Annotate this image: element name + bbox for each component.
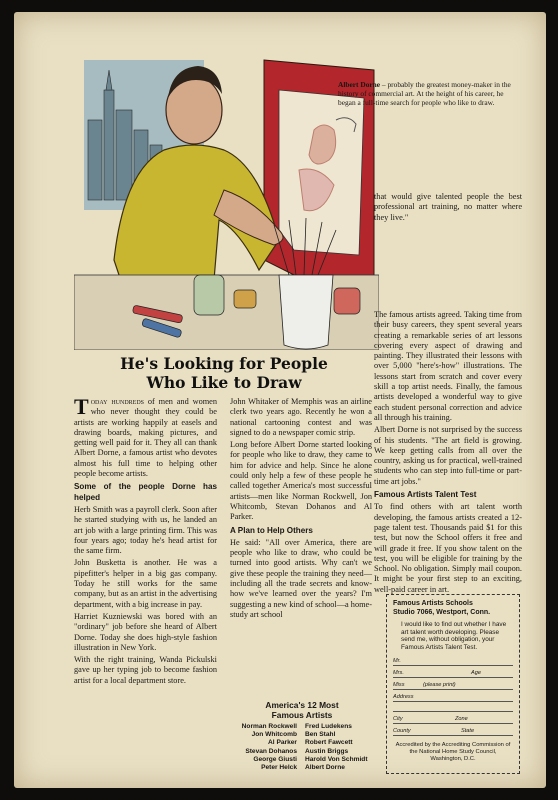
coupon-field-mrs[interactable]: Mrs. Age xyxy=(393,666,513,678)
paragraph: Harriet Kuzniewski was bored with an "ordinary" job before she heard of Albert Dorne. Today she does high-style fashion illustration in New York. xyxy=(74,611,217,652)
artist-name: Ben Stahl xyxy=(305,731,336,739)
coupon-header: Famous Artists Schools Studio 7066, Westport, Conn. xyxy=(393,600,491,616)
artist-name: Austin Briggs xyxy=(305,747,349,755)
headline xyxy=(74,354,374,392)
headline-line-1: He's Looking for People xyxy=(120,354,328,373)
paragraph: Long before Albert Dorne started looking for people who like to draw, they came to him for advice and help. Since he alone could only help a few of these people he called together America's most successful artists—men like Norman Rockwell, Jon Whitcomb, Stevan Dohanos and Al Parker. xyxy=(230,440,372,522)
paragraph: John Whitaker of Memphis was an airline clerk two years ago. Recently he won a national cartooning contest and was signed to do a newspaper comic strip. xyxy=(230,397,372,437)
mail-coupon[interactable] xyxy=(386,594,520,774)
coupon-field-city[interactable]: City Zone xyxy=(393,712,513,724)
artist-name: Peter Helck xyxy=(261,764,297,772)
coupon-field-address[interactable]: Address xyxy=(393,690,513,702)
paragraph: Herb Smith was a payroll clerk. Soon after he started studying with us, he landed an art job with a large printing firm. This was four years ago; today he's head artist for the same firm. xyxy=(74,504,217,556)
artist-name: George Giusti xyxy=(253,755,297,763)
subheading-people-helped: Some of the people Dorne has helped xyxy=(74,482,217,502)
caption-text: – probably the greatest money-maker in the history of commercial art. At the height of his career, he began a full-time search for people who like to draw. xyxy=(338,80,511,107)
intro-paragraph: Today hundreds of men and women who never thought they could be artists are working happily at easels and drawing boards, making pictures, and getting well paid for it. They all can thank Albert Dorne, a famous artist who devotes almost his full time to helping other people become artists. xyxy=(74,394,217,479)
drop-cap: T xyxy=(74,394,89,419)
artist-illustration xyxy=(74,50,379,350)
work-table xyxy=(74,275,379,350)
coupon-field-blank[interactable] xyxy=(393,702,513,712)
artist-name: Albert Dorne xyxy=(305,764,345,772)
article-column-3 xyxy=(374,310,522,597)
lead-caps: oday hundreds xyxy=(90,397,144,406)
article-column-2 xyxy=(230,397,372,622)
paragraph: Albert Dorne is not surprised by the success of his students. "The art field is growing. We keep getting calls from all over the country, asking us for practical, well-trained students who can step into full-time or part-time art jobs." xyxy=(374,425,522,486)
artist-name: Harold Von Schmidt xyxy=(305,755,368,763)
coupon-field-county[interactable]: County State xyxy=(393,724,513,736)
artist-name: Norman Rockwell xyxy=(241,723,297,730)
artist-name: Robert Fawcett xyxy=(305,739,353,747)
caption-name: Albert Dorne xyxy=(338,80,381,89)
coupon-field-mr[interactable]: Mr. xyxy=(393,654,513,666)
artist-name: Fred Ludekens xyxy=(305,723,352,730)
coupon-body: I would like to find out whether I have art talent worth developing. Please send me, without obligation, your Famous Artists Talent Test. xyxy=(401,621,507,651)
artist-name: Stevan Dohanos xyxy=(245,747,297,755)
paragraph: With the right training, Wanda Pickulski gave up her typing job to become fashion artist for a local department store. xyxy=(74,655,217,685)
paragraph: John Busketta is another. He was a pipefitter's helper in a big gas company. Today he still works for the same company, but as an artist in the advertising department, with a big increase in pay. xyxy=(74,558,217,609)
paragraph: The famous artists agreed. Taking time from their busy careers, they spent several years creating a remarkable series of art lessons covering every aspect of drawing and painting. They illustrated their lessons with over 5,000 "here's-how" illustrations. The lessons start from scratch and cover every skill a top artist needs. Finally, the famous artists developed a wonderful way to give each student personal correction and advice all through his training. xyxy=(374,310,522,422)
canvas-sketch xyxy=(279,90,364,255)
comic-back-cover-page xyxy=(14,12,546,788)
artists-table xyxy=(232,723,372,772)
headline-line-2: Who Like to Draw xyxy=(146,373,302,392)
artist-name: Al Parker xyxy=(268,739,297,747)
famous-artists-list xyxy=(232,700,372,772)
artist-name: Jon Whitcomb xyxy=(251,731,297,739)
column-continuation-top: that would give talented people the best professional art training, no matter where they live." xyxy=(374,192,522,222)
paragraph: To find others with art talent worth developing, the famous artists created a 12-page talent test. Thousands paid $1 for this test, but now the School offers it free and will grade it free. If you show talent on the test, you will be eligible for training by the School. No obligation. Simply mail coupon. It might be your first step to an exciting, well-paid career in art. xyxy=(374,502,522,594)
coupon-field-miss[interactable]: Miss (please print) xyxy=(393,678,513,690)
illustration-caption xyxy=(338,80,518,107)
subheading-talent-test: Famous Artists Talent Test xyxy=(374,490,477,500)
subheading-plan: A Plan to Help Others xyxy=(230,525,313,535)
coupon-accreditation: Accredited by the Accrediting Commission of the National Home Study Council, Washington, D.C. xyxy=(395,742,511,763)
paragraph: He said: "All over America, there are people who like to draw, who could be turned into good artists. Why can't we give these people the training they need—including all the trade secrets and know-how we've learned over the years? I'm suggesting a new kind of school—a home-study art school xyxy=(230,537,372,619)
artists-title: America's 12 Most Famous Artists xyxy=(265,700,339,720)
article-column-1 xyxy=(74,394,217,688)
